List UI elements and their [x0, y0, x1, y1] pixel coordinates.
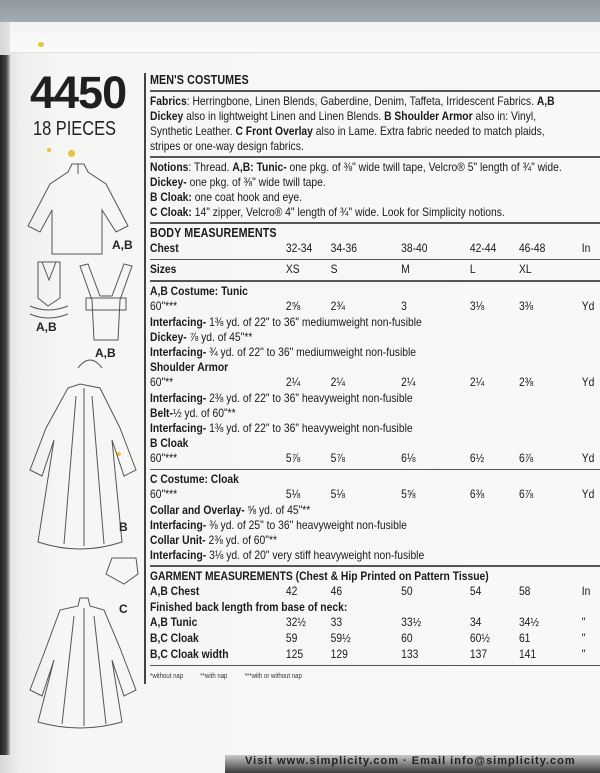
- note-text: 3⅛ yd. of 20" very stiff heavyweight non-fusible: [206, 548, 425, 562]
- cell: M: [401, 262, 410, 276]
- cell: 2¼: [285, 375, 301, 389]
- cell: 32½: [285, 615, 306, 629]
- yardage-heading: B Cloak: [150, 436, 189, 450]
- footnote: ***with or without nap: [244, 673, 302, 680]
- pattern-number: 4450: [30, 67, 127, 118]
- piece-count: 18 PIECES: [33, 118, 116, 140]
- yardage-b-cloak: [150, 436, 600, 467]
- note-label: Dickey-: [150, 330, 187, 344]
- note-label: Interfacing-: [150, 345, 207, 359]
- cell: 2¾: [330, 299, 345, 313]
- cell: XL: [518, 262, 532, 276]
- cell: 2⅜: [518, 375, 534, 389]
- cell: 33: [330, 615, 343, 629]
- notions-text: 14" zipper, Velcro® 4" length of ¾" wide. Look for Simplicity notions.: [191, 205, 505, 219]
- table-row: [150, 584, 600, 600]
- cell: 2¼: [469, 375, 485, 389]
- notions-view: Dickey-: [150, 175, 187, 189]
- note-text: ⅝ yd. of 45"**: [244, 503, 311, 517]
- envelope-flap: [10, 22, 600, 53]
- cell: 2⅝: [285, 299, 301, 313]
- cell: 2¼: [330, 375, 345, 389]
- cell: 125: [285, 647, 304, 661]
- yardage-shoulder-armor: [150, 360, 600, 436]
- fabrics-view: B Shoulder Armor: [384, 109, 473, 123]
- cell: 3: [401, 299, 407, 313]
- section-heading: BODY MEASUREMENTS: [150, 226, 277, 240]
- notions-text: : Thread.: [188, 160, 233, 174]
- yardage-tunic: [150, 284, 600, 360]
- cell: 6⅞: [518, 451, 534, 465]
- table-row: [150, 631, 600, 647]
- yardage-heading: Shoulder Armor: [150, 360, 229, 374]
- table-row: [150, 262, 600, 278]
- section-heading: GARMENT MEASUREMENTS (Chest & Hip Printed on Pattern Tissue): [150, 569, 489, 583]
- cell: 6⅜: [469, 487, 485, 501]
- cell: 129: [330, 647, 348, 661]
- yardage-c-cloak: [150, 472, 600, 563]
- note-text: 2⅜ yd. of 22" to 36" heavyweight non-fusible: [206, 391, 413, 405]
- note-text: 1⅜ yd. of 22" to 36" heavyweight non-fusible: [206, 421, 413, 435]
- illustration-label: B: [119, 520, 128, 534]
- cell: 5⅛: [330, 487, 345, 501]
- note-label: Interfacing-: [150, 421, 207, 435]
- cell: 61: [518, 631, 531, 645]
- cell: 6⅛: [401, 451, 416, 465]
- illustration-label: A,B: [112, 238, 133, 252]
- garment-measurements-table: [150, 569, 600, 663]
- cell: 6⅞: [518, 487, 534, 501]
- garment-illustrations: [20, 130, 145, 730]
- cell: XS: [285, 262, 300, 276]
- fabric-width: 60"***: [150, 451, 178, 465]
- unit-cell: In: [581, 584, 591, 598]
- yardage-heading: C Costume: Cloak: [150, 472, 239, 486]
- note-label: Belt-: [150, 406, 173, 420]
- cell: 5⅝: [401, 487, 416, 501]
- cell: 59: [285, 631, 298, 645]
- cell: 54: [469, 584, 482, 598]
- note-text: ⅞ yd. of 45"**: [186, 330, 253, 344]
- footnotes: [150, 669, 600, 684]
- note-text: 2⅜ yd. of 60"**: [205, 533, 277, 547]
- cell: L: [469, 262, 476, 276]
- website-band: Visit www.simplicity.com · Email info@simplicity.com: [225, 755, 600, 773]
- footnote: *without nap: [150, 673, 184, 680]
- cell: 46: [330, 584, 343, 598]
- notions-text: one pkg. of ⅜" wide twill tape.: [186, 175, 326, 189]
- cell: 5⅛: [285, 487, 301, 501]
- fabric-width: 60"***: [150, 299, 178, 313]
- footnote: **with nap: [200, 673, 228, 680]
- table-row: [150, 615, 600, 631]
- stain-mark: [38, 42, 44, 47]
- note-label: Collar and Overlay-: [150, 503, 245, 517]
- unit-cell: ": [581, 615, 586, 629]
- fabrics-text: also in: Vinyl,: [472, 109, 537, 123]
- fabrics-view: C Front Overlay: [235, 124, 313, 138]
- note-label: Interfacing-: [150, 315, 207, 329]
- note-label: Interfacing-: [150, 548, 207, 562]
- cell: 59½: [330, 631, 351, 645]
- cell: 38-40: [401, 241, 428, 255]
- illustration-label: A,B: [36, 320, 57, 334]
- cell: 133: [401, 647, 419, 661]
- illustration-label: C: [119, 602, 128, 616]
- cell: 60: [401, 631, 413, 645]
- note-label: Interfacing-: [150, 518, 207, 532]
- unit-cell: ": [581, 631, 586, 645]
- table-row: [150, 451, 600, 467]
- row-label: A,B Chest: [150, 584, 200, 598]
- cell: 34: [469, 615, 482, 629]
- cell: 137: [469, 647, 488, 661]
- fabrics-text: also in lightweight Linen and Linen Blends.: [183, 109, 385, 123]
- cell: 3⅜: [518, 299, 534, 313]
- cell: 32-34: [285, 241, 313, 255]
- fabrics-text: Synthetic Leather.: [150, 124, 236, 138]
- unit-cell: In: [581, 241, 591, 255]
- row-label: Sizes: [150, 262, 177, 276]
- cell: 33½: [401, 615, 422, 629]
- note-text: ¾ yd. of 22" to 36" mediumweight non-fusible: [206, 345, 417, 359]
- notions-view: A,B: Tunic-: [232, 160, 287, 174]
- unit-cell: Yd: [581, 487, 595, 501]
- row-label: B,C Cloak width: [150, 647, 229, 661]
- cell: 34½: [518, 615, 540, 629]
- table-row: [150, 375, 600, 391]
- cell: 42: [285, 584, 298, 598]
- fabrics-label: Fabrics: [150, 94, 187, 108]
- table-row: [150, 647, 600, 663]
- cell: 5⅞: [285, 451, 301, 465]
- cell: 5⅞: [330, 451, 345, 465]
- row-label: Chest: [150, 241, 179, 255]
- illustration-label: A,B: [95, 346, 116, 360]
- fabrics-text: also in Lame. Extra fabric needed to match plaids,: [312, 124, 545, 138]
- fabric-width: 60"***: [150, 487, 178, 501]
- notions-label: Notions: [150, 160, 189, 174]
- table-row: [150, 241, 600, 257]
- unit-cell: ": [581, 647, 586, 661]
- cell: S: [330, 262, 338, 276]
- notions-text: one pkg. of ⅜" wide twill tape, Velcro® 5" length of ¾" wide.: [286, 160, 562, 174]
- cell: 60½: [469, 631, 491, 645]
- unit-cell: Yd: [581, 451, 595, 465]
- unit-cell: Yd: [581, 375, 595, 389]
- table-row: [150, 487, 600, 503]
- pattern-info-panel: [144, 73, 600, 684]
- cell: 50: [401, 584, 413, 598]
- fabrics-view: Dickey: [150, 109, 184, 123]
- note-text: ½ yd. of 60"**: [172, 406, 236, 420]
- cell: 42-44: [469, 241, 497, 255]
- notions-section: [150, 160, 600, 220]
- row-label: A,B Tunic: [150, 615, 198, 629]
- cell: 6½: [469, 451, 485, 465]
- fabrics-view: A,B: [536, 94, 555, 108]
- note-text: 1⅜ yd. of 22" to 36" mediumweight non-fusible: [206, 315, 422, 329]
- cell: 141: [518, 647, 537, 661]
- table-row: [150, 299, 600, 315]
- garment-sketches-icon: [20, 130, 145, 730]
- note-text: ⅜ yd. of 25" to 36" heavyweight non-fusible: [206, 518, 407, 532]
- unit-cell: Yd: [581, 299, 595, 313]
- fabrics-text: stripes or one-way design fabrics.: [150, 139, 304, 153]
- notions-view: B Cloak:: [150, 190, 192, 204]
- subsection-label: Finished back length from base of neck:: [150, 600, 348, 614]
- yardage-heading: A,B Costume: Tunic: [150, 284, 248, 298]
- note-label: Interfacing-: [150, 391, 207, 405]
- note-label: Collar Unit-: [150, 533, 206, 547]
- notions-view: C Cloak:: [150, 205, 192, 219]
- row-label: B,C Cloak: [150, 631, 199, 645]
- cell: 46-48: [518, 241, 546, 255]
- fabrics-text: : Herringbone, Linen Blends, Gaberdine, Denim, Taffeta, Irridescent Fabrics.: [186, 94, 537, 108]
- notions-text: one coat hook and eye.: [191, 190, 303, 204]
- cell: 3⅛: [469, 299, 485, 313]
- cell: 34-36: [330, 241, 358, 255]
- category-heading: MEN'S COSTUMES: [150, 73, 249, 87]
- cell: 2¼: [401, 375, 416, 389]
- body-measurements-table: [150, 226, 600, 278]
- fabric-width: 60"**: [150, 375, 174, 389]
- cell: 58: [518, 584, 531, 598]
- envelope-left-edge: [0, 55, 10, 755]
- fabrics-section: [150, 94, 600, 154]
